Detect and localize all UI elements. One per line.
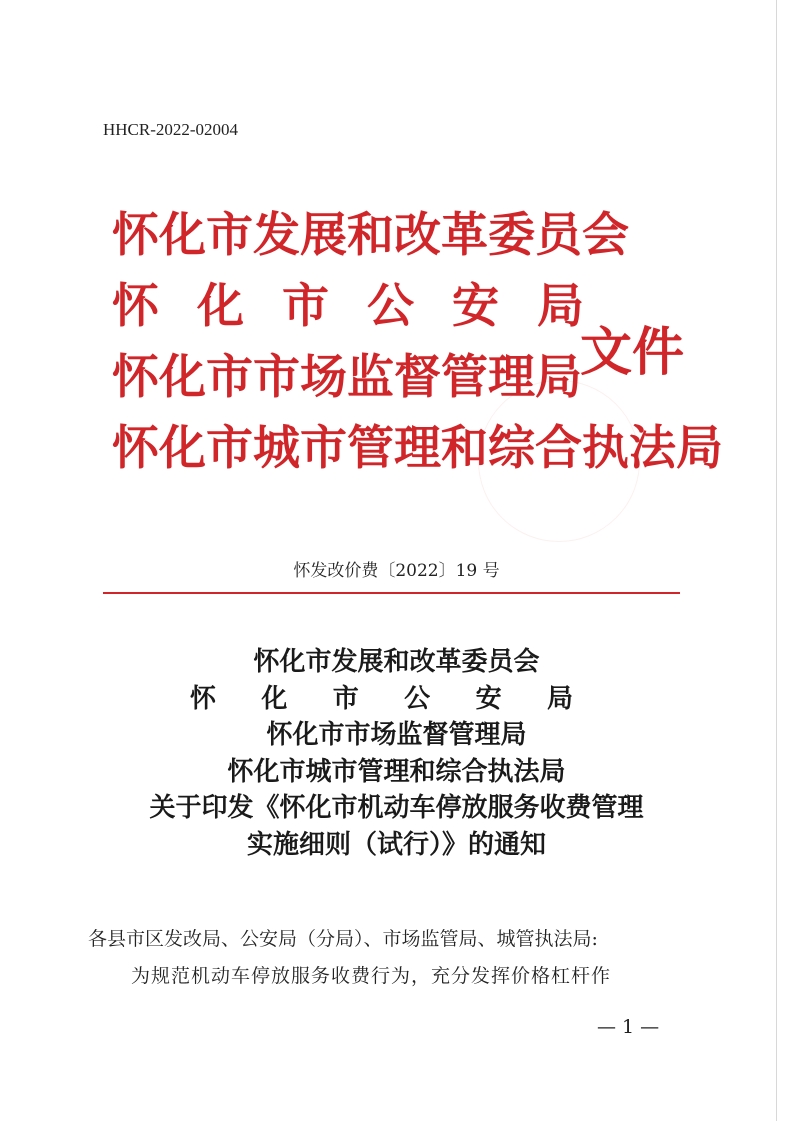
- title-line-2-char: 市: [332, 683, 359, 714]
- header-issuer-2-char: 公: [367, 279, 414, 334]
- title-line-2-char: 公: [404, 683, 431, 714]
- header-issuer-4: 怀化市城市管理和综合执法局: [112, 421, 723, 476]
- title-line-2: [190, 681, 573, 718]
- header-issuer-2: [112, 271, 584, 342]
- header-issuer-1: 怀化市发展和改革委员会: [112, 208, 629, 263]
- page-number: — 1 —: [597, 1016, 660, 1038]
- title-line-5: 关于印发《怀化市机动车停放服务收费管理: [149, 793, 644, 823]
- body-paragraph: 为规范机动车停放服务收费行为，充分发挥价格杠杆作: [131, 965, 612, 987]
- title-line-4: 怀化市城市管理和综合执法局: [227, 756, 566, 787]
- red-separator-line: [103, 592, 680, 594]
- notice-title: [0, 644, 793, 863]
- title-line-2-char: 怀: [190, 683, 217, 714]
- header-issuer-2-char: 化: [197, 279, 244, 334]
- document-code: HHCR-2022-02004: [103, 120, 239, 139]
- title-line-3: 怀化市市场监督管理局: [266, 720, 527, 750]
- title-line-1: 怀化市发展和改革委员会: [253, 647, 540, 677]
- header-issuer-2-char: 局: [537, 279, 584, 334]
- header-issuer-2-char: 安: [452, 279, 499, 334]
- header-issuer-3: 怀化市市场监督管理局: [112, 350, 582, 405]
- title-line-2-char: 局: [546, 683, 573, 714]
- header-issuer-2-char: 怀: [112, 279, 159, 334]
- faint-seal-mark: [478, 380, 640, 542]
- title-line-2-char: 化: [261, 683, 288, 714]
- document-number: 怀发改价费〔2022〕19 号: [293, 561, 500, 581]
- title-line-2-char: 安: [475, 683, 502, 714]
- addressee-line: 各县市区发改局、公安局（分局）、市场监管局、城管执法局:: [88, 928, 598, 950]
- header-document-suffix: 文件: [580, 323, 685, 383]
- header-issuer-2-char: 市: [282, 279, 329, 334]
- title-line-6: 实施细则（试行）》的通知: [246, 829, 546, 860]
